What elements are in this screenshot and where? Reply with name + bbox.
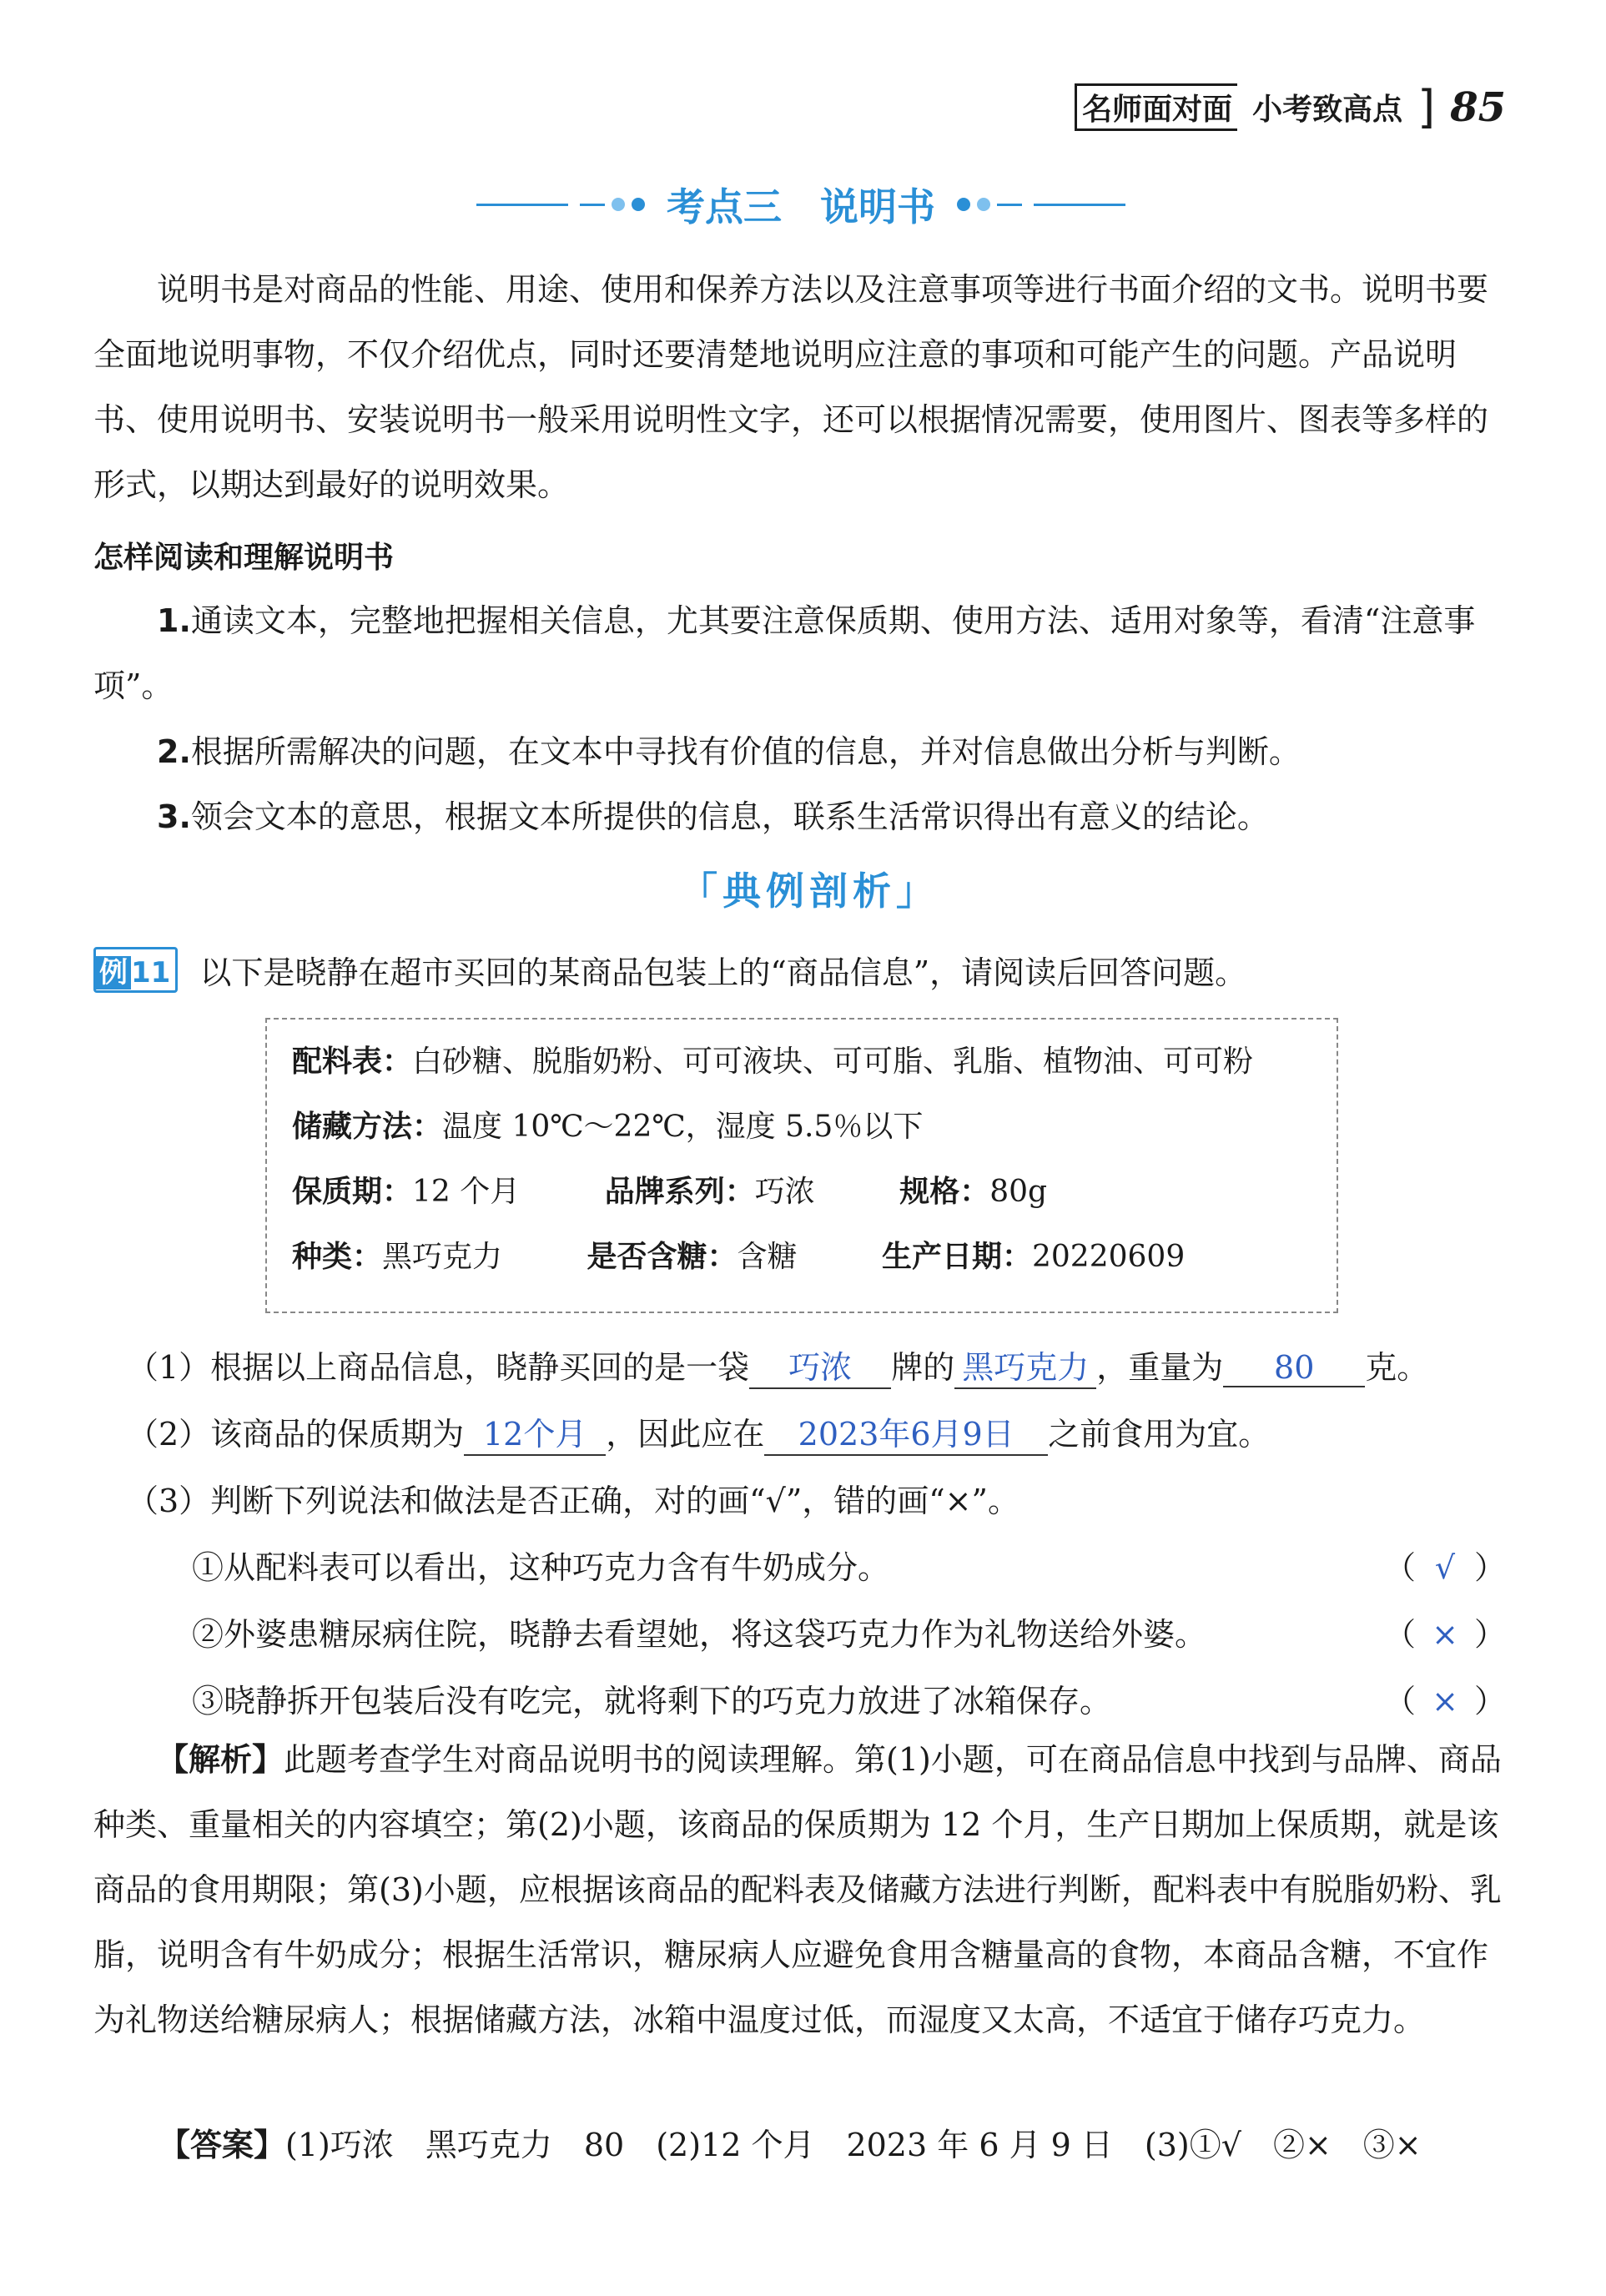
product-info-box bbox=[265, 1018, 1338, 1313]
page-number: 85 bbox=[1450, 83, 1506, 131]
example-badge: 例 11 bbox=[93, 947, 178, 993]
judge-paren-3[interactable]: （ × ） bbox=[1383, 1683, 1506, 1719]
question-3-item-3: ③晓静拆开包装后没有吃完，就将剩下的巧克力放进了冰箱保存。 bbox=[192, 1683, 1112, 1719]
question-1: （1）根据以上商品信息，晓静买回的是一袋 巧浓 牌的 黑巧克力 ，重量为 80 克。 bbox=[127, 1342, 1428, 1389]
example-prompt: 以下是晓静在超市买回的某商品包装上的“商品信息”，请阅读后回答问题。 bbox=[199, 954, 1247, 991]
intro-paragraph: 说明书是对商品的性能、用途、使用和保养方法以及注意事项等进行书面介绍的文书。说明书要全面地说明事物，不仅介绍优点，同时还要清楚地说明应注意的事项和可能产生的问题。产品说明书、使用说明书、安装说明书一般采用说明性文字，还可以根据情况需要，使用图片、图表等多样的形式，以期达到最好的说明效果。 bbox=[93, 271, 1489, 503]
type-row: 种类：黑巧克力 是否含糖：含糖 生产日期：20220609 bbox=[292, 1240, 1186, 1274]
question-3-item-2: ②外婆患糖尿病住院，晓静去看望她，将这袋巧克力作为礼物送给外婆。 bbox=[192, 1616, 1207, 1653]
example-label-row bbox=[93, 947, 1246, 993]
example-section-title: 「典例剖析」 bbox=[679, 869, 939, 914]
section-title-text: 考点三 说明书 bbox=[667, 184, 935, 229]
header-subtitle: 小考致高点 bbox=[1252, 93, 1403, 127]
question-3-intro: （3）判断下列说法和做法是否正确，对的画“√”，错的画“×”。 bbox=[127, 1483, 1019, 1519]
howto-item-1: 1.通读文本，完整地把握相关信息，尤其要注意保质期、使用方法、适用对象等，看清“注意事项”。 bbox=[93, 602, 1476, 704]
answer-blank-shelf-life[interactable]: 12个月 bbox=[464, 1408, 606, 1456]
answer-blank-type[interactable]: 黑巧克力 bbox=[954, 1342, 1096, 1389]
question-2: （2）该商品的保质期为 12个月 ，因此应在 2023年6月9日 之前食用为宜。 bbox=[127, 1408, 1270, 1456]
page-header bbox=[1075, 80, 1506, 133]
judge-paren-2[interactable]: （ × ） bbox=[1383, 1616, 1506, 1653]
ingredients-row: 配料表：白砂糖、脱脂奶粉、可可液块、可可脂、乳脂、植物油、可可粉 bbox=[292, 1045, 1254, 1079]
question-3-item-1: ①从配料表可以看出，这种巧克力含有牛奶成分。 bbox=[192, 1549, 890, 1586]
header-bracket: ] bbox=[1417, 80, 1436, 133]
left-decoration bbox=[476, 198, 645, 211]
howto-heading: 怎样阅读和理解说明书 bbox=[93, 541, 395, 575]
howto-item-3: 3.领会文本的意思，根据文本所提供的信息，联系生活常识得出有意义的结论。 bbox=[157, 798, 1269, 835]
shelf-row: 保质期：12 个月 品牌系列：巧浓 规格：80g bbox=[292, 1175, 1048, 1209]
answer-blank-weight[interactable]: 80 bbox=[1223, 1349, 1365, 1387]
judge-paren-1[interactable]: （ √ ） bbox=[1383, 1549, 1506, 1586]
answer-blank-brand[interactable]: 巧浓 bbox=[749, 1342, 891, 1389]
answer-line: 【答案】(1)巧浓 黑巧克力 80 (2)12 个月 2023 年 6 月 9 日 (3)①√ ②× ③× bbox=[159, 2127, 1422, 2163]
howto-item-2: 2.根据所需解决的问题，在文本中寻找有价值的信息，并对信息做出分析与判断。 bbox=[157, 733, 1301, 770]
analysis-paragraph: 【解析】此题考查学生对商品说明书的阅读理解。第(1)小题，可在商品信息中找到与品牌、商品种类、重量相关的内容填空；第(2)小题，该商品的保质期为 12 个月，生产日期加上保质期，就是该商品的食用期限；第(3)小题，应根据该商品的配料表及储藏方法进行判断，配料表中有脱脂奶粉、乳脂，说明含有牛奶成分；根据生活常识，糖尿病人应避免食用含糖量高的食物，本商品含糖，不宜作为礼物送给糖尿病人；根据储藏方法，冰箱中温度过低，而湿度又太高，不适宜于储存巧克力。 bbox=[93, 1741, 1502, 2038]
section-title bbox=[400, 171, 1201, 238]
storage-row: 储藏方法：温度 10℃～22℃，湿度 5.5％以下 bbox=[292, 1110, 924, 1144]
brand-label: 名师面对面 bbox=[1075, 83, 1237, 131]
right-decoration bbox=[957, 198, 1125, 211]
answer-blank-date[interactable]: 2023年6月9日 bbox=[764, 1408, 1048, 1456]
